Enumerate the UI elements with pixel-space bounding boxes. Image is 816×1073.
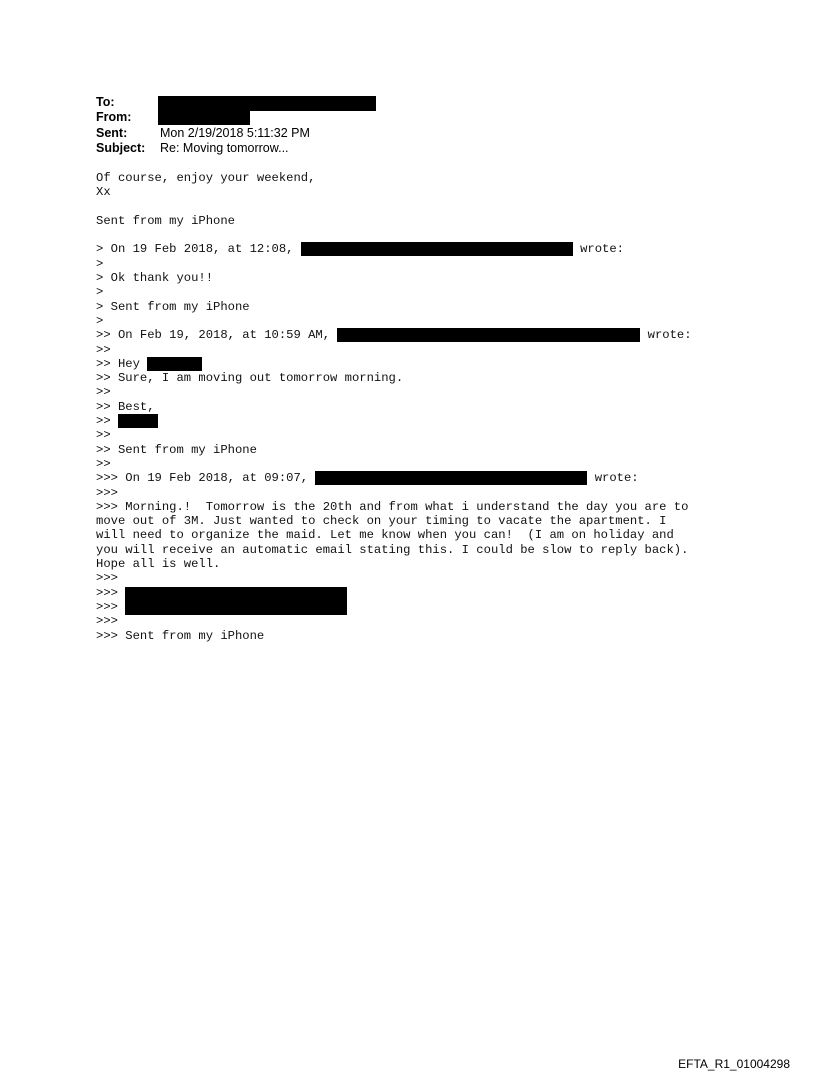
body-line: >>	[96, 428, 111, 443]
to-redaction	[158, 96, 376, 111]
quote-header-line	[96, 471, 692, 485]
body-line: >	[96, 285, 104, 300]
body-line: will need to organize the maid. Let me know when you can! (I am on holiday and	[96, 528, 674, 543]
body-line: Sent from my iPhone	[96, 213, 235, 228]
body-line: Hope all is well.	[96, 557, 221, 572]
signature-redaction	[118, 414, 158, 428]
from-label: From:	[96, 110, 132, 125]
body-line: Xx	[96, 185, 111, 200]
signature-prefix: >>>	[96, 599, 126, 614]
signature-prefix: >>>	[96, 585, 126, 600]
body-line: move out of 3M. Just wanted to check on your timing to vacate the apartment. I	[96, 514, 667, 529]
sent-label: Sent:	[96, 125, 128, 140]
quote-header-text: >> On Feb 19, 2018, at 10:59 AM,	[96, 328, 338, 343]
body-line: >>>	[96, 485, 118, 500]
body-line: >>	[96, 385, 111, 400]
sender-redaction	[315, 471, 587, 485]
to-label: To:	[96, 95, 115, 109]
body-line: >> Best,	[96, 399, 155, 414]
body-line	[96, 200, 692, 214]
body-line: >> Sent from my iPhone	[96, 442, 257, 457]
sent-value: Mon 2/19/2018 5:11:32 PM	[160, 125, 310, 140]
subject-value: Re: Moving tomorrow...	[160, 140, 289, 155]
signature-line	[96, 600, 692, 614]
sender-redaction	[337, 328, 640, 342]
wrote-text: wrote:	[572, 242, 624, 257]
body-line: you will receive an automatic email stating this. I could be slow to reply back).	[96, 542, 689, 557]
body-line: >>	[96, 456, 111, 471]
signature-line	[96, 586, 692, 600]
greeting-line	[96, 357, 692, 371]
signature-prefix: >>	[96, 414, 118, 429]
quote-header-line	[96, 242, 692, 256]
wrote-text: wrote:	[587, 471, 639, 486]
document-id: EFTA_R1_01004298	[678, 1057, 790, 1071]
body-line: >>> Morning.! Tomorrow is the 20th and from what i understand the day you are to	[96, 499, 689, 514]
wrote-text: wrote:	[640, 328, 692, 343]
body-line: > Sent from my iPhone	[96, 299, 250, 314]
body-line: >>>	[96, 614, 118, 629]
body-line: >	[96, 313, 104, 328]
name-redaction	[147, 357, 202, 371]
body-line: >>>	[96, 571, 118, 586]
body-line: >>	[96, 342, 111, 357]
body-line: Of course, enjoy your weekend,	[96, 171, 316, 185]
email-body	[96, 171, 692, 643]
quote-header-text: >>> On 19 Feb 2018, at 09:07,	[96, 471, 316, 486]
body-line: >	[96, 256, 104, 271]
sender-redaction	[301, 242, 573, 256]
body-line: >>> Sent from my iPhone	[96, 628, 265, 643]
signature-line	[96, 414, 692, 428]
body-line: >> Sure, I am moving out tomorrow morning.	[96, 371, 404, 386]
subject-label: Subject:	[96, 140, 146, 155]
body-line: > Ok thank you!!	[96, 271, 214, 286]
body-line	[96, 228, 692, 242]
quote-header-line	[96, 328, 692, 342]
quote-header-text: > On 19 Feb 2018, at 12:08,	[96, 242, 301, 257]
from-redaction	[158, 111, 250, 125]
greeting-text: >> Hey	[96, 357, 148, 372]
